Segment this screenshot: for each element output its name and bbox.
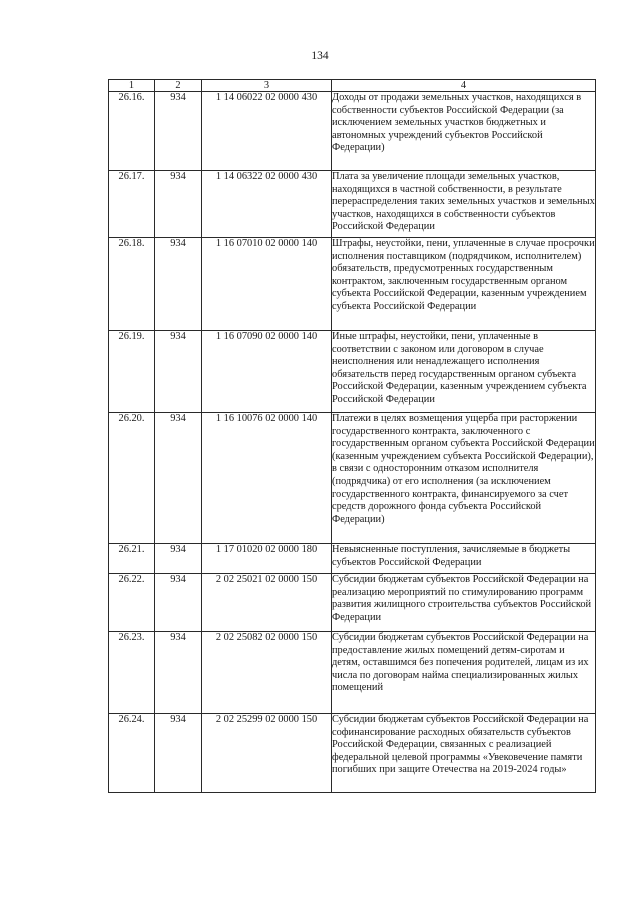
revenue-name: Платежи в целях возмещения ущерба при расторжении государственного контракта, заключенного с государственным органом субъекта Российской Федерации (казенным учреждением субъекта Российской Федерации), в связи с односторонним отказом исполнителя (подрядчика) от его исполнения (за исключением государственного контракта, финансируемого за счет средств дорожного фонда субъекта Российской Федерации)	[332, 413, 596, 544]
revenue-name: Доходы от продажи земельных участков, находящихся в собственности субъектов Российской Федерации (за исключением земельных участков бюджетных и автономных учреждений субъектов Российской Федерации)	[332, 92, 596, 171]
row-number: 26.17.	[109, 171, 155, 238]
table-row	[109, 574, 596, 632]
budget-code: 1 17 01020 02 0000 180	[202, 544, 332, 574]
budget-code: 1 16 07010 02 0000 140	[202, 238, 332, 331]
revenue-name: Иные штрафы, неустойки, пени, уплаченные в соответствии с законом или договором в случае неисполнения или ненадлежащего исполнения обязательств перед государственным органом субъекта Российской Федерации, казенным учреждением субъекта Российской Федерации	[332, 331, 596, 413]
row-number: 26.16.	[109, 92, 155, 171]
revenue-name: Субсидии бюджетам субъектов Российской Федерации на предоставление жилых помещений детям-сиротам и детям, оставшимся без попечения родителей, лицам из их числа по договорам найма специализированных жилых помещений	[332, 632, 596, 714]
table-row	[109, 331, 596, 413]
row-number: 26.22.	[109, 574, 155, 632]
table-row	[109, 92, 596, 171]
table-row	[109, 632, 596, 714]
row-number: 26.18.	[109, 238, 155, 331]
admin-code: 934	[155, 171, 202, 238]
budget-code: 2 02 25021 02 0000 150	[202, 574, 332, 632]
admin-code: 934	[155, 714, 202, 793]
column-header: 4	[332, 80, 596, 92]
table-row	[109, 171, 596, 238]
admin-code: 934	[155, 92, 202, 171]
column-header: 3	[202, 80, 332, 92]
column-header: 2	[155, 80, 202, 92]
row-number: 26.24.	[109, 714, 155, 793]
row-number: 26.19.	[109, 331, 155, 413]
revenue-name: Плата за увеличение площади земельных участков, находящихся в частной собственности, в результате перераспределения таких земельных участков и земельных участков, находящихся в собственности субъектов Российской Федерации	[332, 171, 596, 238]
table-row	[109, 714, 596, 793]
revenue-name: Невыясненные поступления, зачисляемые в бюджеты субъектов Российской Федерации	[332, 544, 596, 574]
admin-code: 934	[155, 413, 202, 544]
table-row	[109, 238, 596, 331]
admin-code: 934	[155, 544, 202, 574]
row-number: 26.21.	[109, 544, 155, 574]
budget-code: 1 16 10076 02 0000 140	[202, 413, 332, 544]
row-number: 26.20.	[109, 413, 155, 544]
admin-code: 934	[155, 574, 202, 632]
table-row	[109, 413, 596, 544]
revenue-name: Субсидии бюджетам субъектов Российской Федерации на софинансирование расходных обязательств субъектов Российской Федерации, связанных с реализацией федеральной целевой программы «Увековечение памяти погибших при защите Отечества на 2019-2024 годы»	[332, 714, 596, 793]
budget-code: 2 02 25299 02 0000 150	[202, 714, 332, 793]
admin-code: 934	[155, 238, 202, 331]
budget-code: 1 16 07090 02 0000 140	[202, 331, 332, 413]
budget-code: 1 14 06322 02 0000 430	[202, 171, 332, 238]
admin-code: 934	[155, 331, 202, 413]
budget-code: 1 14 06022 02 0000 430	[202, 92, 332, 171]
column-header: 1	[109, 80, 155, 92]
admin-code: 934	[155, 632, 202, 714]
budget-code: 2 02 25082 02 0000 150	[202, 632, 332, 714]
row-number: 26.23.	[109, 632, 155, 714]
page-number: 134	[311, 50, 329, 62]
revenue-codes-table	[108, 79, 596, 793]
table-row	[109, 544, 596, 574]
revenue-name: Субсидии бюджетам субъектов Российской Федерации на реализацию мероприятий по стимулированию программ развития жилищного строительства субъектов Российской Федерации	[332, 574, 596, 632]
table-header-row	[109, 80, 596, 92]
revenue-name: Штрафы, неустойки, пени, уплаченные в случае просрочки исполнения поставщиком (подрядчиком, исполнителем) обязательств, предусмотренных государственным контрактом, заключенным государственным органом субъекта Российской Федерации, казенным учреждением субъекта Российской Федерации	[332, 238, 596, 331]
